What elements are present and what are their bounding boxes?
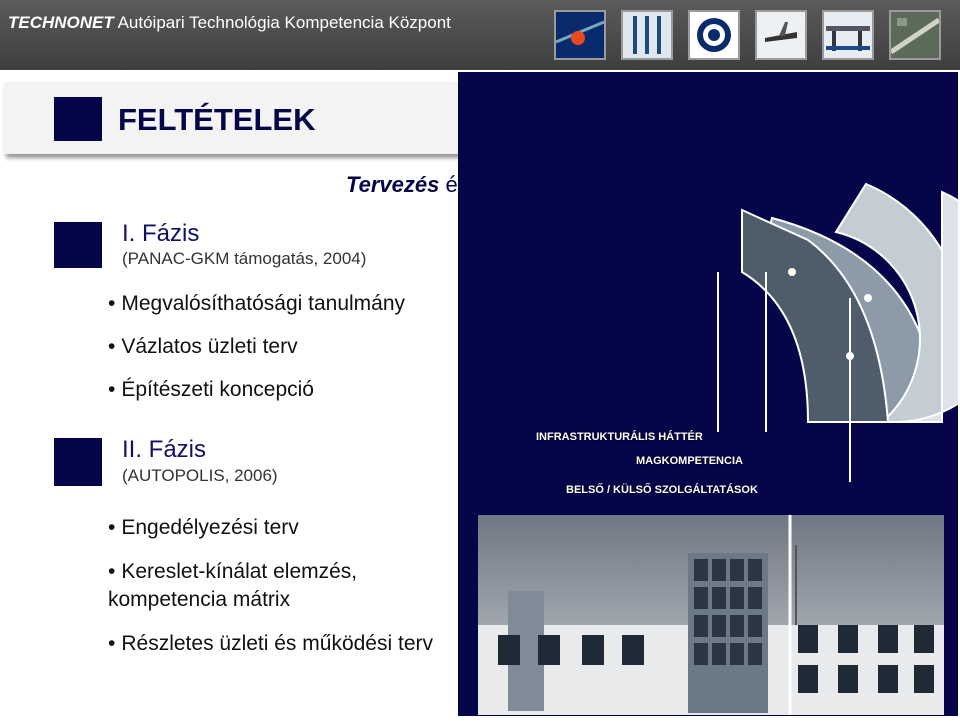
- bullet-dot: •: [108, 516, 116, 539]
- list-item-text: Kereslet-kínálat elemzés, kompetencia mátrix: [108, 560, 358, 611]
- bullet-dot: •: [108, 335, 116, 358]
- connector-dot-2: [864, 294, 872, 302]
- connector-dot-1: [788, 268, 796, 276]
- diagram-label-core-competence: MAGKOMPETENCIA: [636, 455, 743, 467]
- list-item-text: Részletes üzleti és működési terv: [121, 632, 433, 655]
- connector-dot-3: [846, 352, 854, 360]
- phase2-square: [54, 438, 102, 486]
- list-item: [108, 290, 405, 318]
- bridge-icon[interactable]: [822, 10, 874, 60]
- list-item: [108, 514, 299, 542]
- road-icon[interactable]: [621, 10, 673, 60]
- bullet-dot: •: [108, 378, 116, 401]
- page-title: FELTÉTELEK: [118, 102, 316, 137]
- bullet-dot: •: [108, 632, 116, 655]
- planning-heading: [346, 172, 655, 198]
- phase1-subtitle: (PANAC-GKM támogatás, 2004): [122, 249, 367, 268]
- header-bar: [0, 0, 960, 70]
- phase1-square: [54, 222, 102, 268]
- bullet-dot: •: [108, 292, 116, 315]
- diagram-label-infrastructure: INFRASTRUKTURÁLIS HÁTTÉR: [536, 431, 703, 443]
- title-square: [54, 97, 102, 141]
- map-icon[interactable]: [554, 10, 606, 60]
- list-item-text: Megvalósíthatósági tanulmány: [121, 292, 406, 315]
- phase1-title: I. Fázis: [122, 220, 200, 247]
- building-photo: [478, 515, 944, 715]
- list-item-text: Engedélyezési terv: [121, 516, 299, 539]
- list-item-text: Építészeti koncepció: [121, 378, 314, 401]
- list-item-text: Vázlatos üzleti terv: [121, 335, 298, 358]
- brand: [8, 13, 451, 33]
- list-item: [108, 558, 408, 614]
- list-item: [108, 630, 438, 658]
- phase2-subtitle: (AUTOPOLIS, 2006): [122, 466, 278, 485]
- bullet-dot: •: [108, 560, 116, 583]
- planning-rest: és projektfejlesztés…: [439, 172, 655, 197]
- aerial-view-icon[interactable]: [889, 10, 941, 60]
- brand-subtitle: Autóipari Technológia Kompetencia Központ: [117, 13, 451, 32]
- diagram-label-services: BELSŐ / KÜLSŐ SZOLGÁLTATÁSOK: [566, 484, 758, 496]
- target-icon[interactable]: [688, 10, 740, 60]
- airplane-icon[interactable]: [755, 10, 807, 60]
- list-item: [108, 376, 314, 404]
- list-item: [108, 333, 298, 361]
- brand-name: TECHNONET: [8, 13, 114, 32]
- planning-italic: Tervezés: [346, 172, 440, 197]
- phase2-title: II. Fázis: [122, 436, 207, 463]
